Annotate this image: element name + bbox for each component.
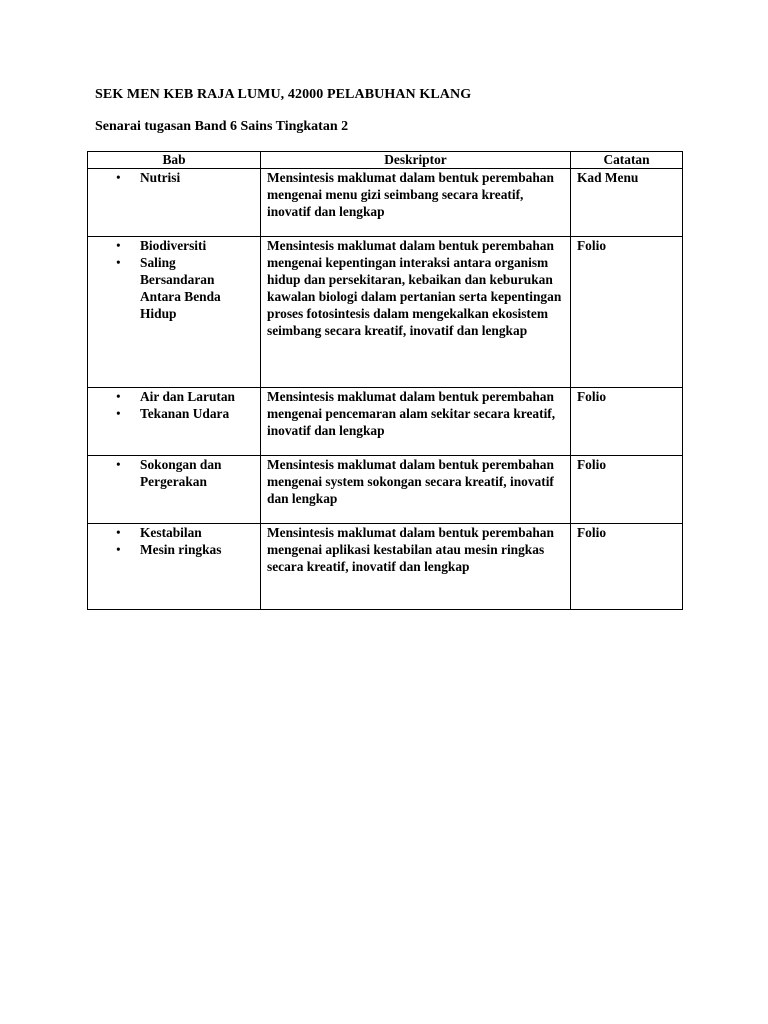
catatan-cell: Folio: [571, 524, 683, 610]
list-item: • Biodiversiti: [140, 237, 258, 254]
bab-list: [88, 524, 258, 558]
table-row: [88, 524, 683, 610]
list-item: • Saling Bersandaran Antara Benda Hidup: [140, 254, 258, 322]
bab-cell: [88, 237, 261, 388]
task-list-title: Senarai tugasan Band 6 Sains Tingkatan 2: [95, 119, 349, 134]
bab-cell: [88, 456, 261, 524]
catatan-cell: Kad Menu: [571, 169, 683, 237]
bab-cell: [88, 388, 261, 456]
list-item: • Tekanan Udara: [140, 405, 258, 422]
bab-cell: [88, 524, 261, 610]
bab-list: [88, 169, 258, 186]
deskriptor-cell: Mensintesis maklumat dalam bentuk perembahan mengenai pencemaran alam sekitar secara kreatif, inovatif dan lengkap: [261, 388, 571, 456]
deskriptor-cell: Mensintesis maklumat dalam bentuk perembahan mengenai kepentingan interaksi antara organism hidup dan persekitaran, kebaikan dan keburukan kawalan biologi dalam pertanian serta kepentingan proses fotosintesis dalam mengekalkan ekosistem seimbang secara kreatif, inovatif dan lengkap: [261, 237, 571, 388]
list-item: • Air dan Larutan: [140, 388, 258, 405]
task-table: [87, 151, 683, 610]
table-row: [88, 456, 683, 524]
column-header-bab: Bab: [88, 152, 261, 169]
table-row: [88, 237, 683, 388]
catatan-cell: Folio: [571, 237, 683, 388]
bab-list: [88, 388, 258, 422]
table-row: [88, 169, 683, 237]
school-heading: SEK MEN KEB RAJA LUMU, 42000 PELABUHAN KLANG: [95, 87, 472, 102]
table-row: [88, 388, 683, 456]
column-header-deskriptor: Deskriptor: [261, 152, 571, 169]
column-header-catatan: Catatan: [571, 152, 683, 169]
table-header-row: [88, 152, 683, 169]
bab-list: [88, 237, 258, 322]
deskriptor-cell: Mensintesis maklumat dalam bentuk perembahan mengenai system sokongan secara kreatif, inovatif dan lengkap: [261, 456, 571, 524]
list-item: • Mesin ringkas: [140, 541, 258, 558]
deskriptor-cell: Mensintesis maklumat dalam bentuk perembahan mengenai menu gizi seimbang secara kreatif, inovatif dan lengkap: [261, 169, 571, 237]
catatan-cell: Folio: [571, 456, 683, 524]
list-item: • Nutrisi: [140, 169, 258, 186]
bab-list: [88, 456, 258, 490]
bab-cell: [88, 169, 261, 237]
list-item: • Kestabilan: [140, 524, 258, 541]
deskriptor-cell: Mensintesis maklumat dalam bentuk perembahan mengenai aplikasi kestabilan atau mesin ringkas secara kreatif, inovatif dan lengkap: [261, 524, 571, 610]
list-item: • Sokongan dan Pergerakan: [140, 456, 258, 490]
catatan-cell: Folio: [571, 388, 683, 456]
